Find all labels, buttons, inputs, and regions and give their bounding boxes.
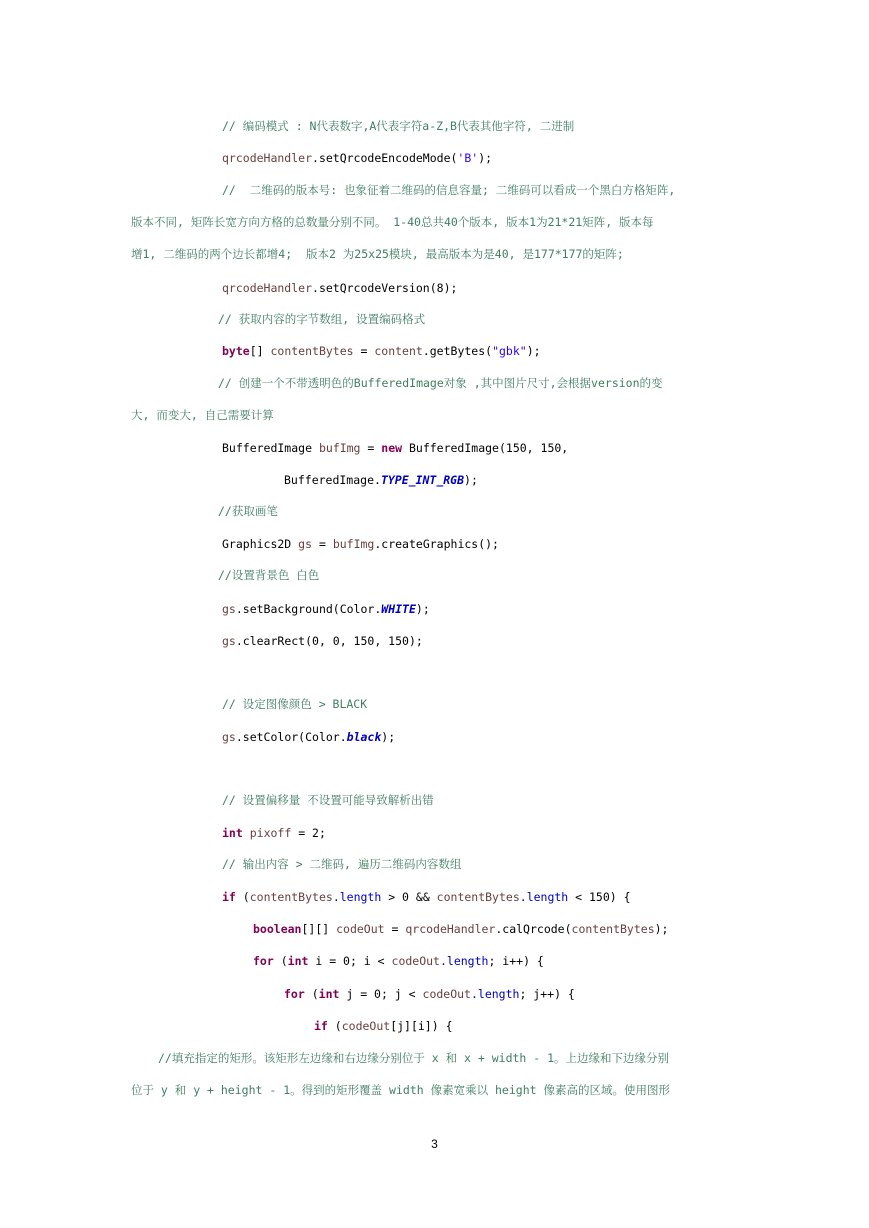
comment-version-3: 增1, 二维码的两个边长都增4; 版本2 为25x25模块, 最高版本为是40, 是177*177的矩阵; (131, 247, 624, 261)
code-token: bufImg (318, 441, 361, 455)
code-token: codeOut (422, 987, 471, 1001)
code-line-code-out (253, 921, 668, 937)
code-token: ( (304, 987, 319, 1001)
code-token: TYPE_INT_RGB (380, 473, 465, 487)
comment-get-bytes: // 获取内容的字节数组, 设置编码格式 (218, 312, 426, 326)
comment-set-color: // 设定图像颜色 > BLACK (222, 697, 368, 711)
comment-get-brush: //获取画笔 (218, 504, 278, 518)
comment-buffered-image-1: // 创建一个不带透明色的BufferedImage对象 ,其中图片尺寸,会根据version的变 (218, 376, 663, 390)
code-token: 'B' (457, 151, 479, 165)
code-token: codeOut (341, 1019, 391, 1033)
code-token: contentBytes (270, 344, 354, 358)
code-token: boolean (253, 922, 302, 936)
code-token: BufferedImage(150, 150, (402, 441, 569, 455)
code-token: codeOut (336, 922, 385, 936)
code-token: ); (654, 922, 669, 936)
code-token: < 150) { (568, 890, 631, 904)
code-token (243, 826, 250, 840)
code-line-content-bytes (222, 343, 541, 359)
code-token: contentBytes (436, 890, 520, 904)
comment-set-background: //设置背景色 白色 (218, 568, 320, 582)
code-token: = (384, 922, 406, 936)
code-token: pixoff (249, 826, 292, 840)
code-token: int (318, 987, 340, 1001)
code-line-set-color (222, 729, 395, 745)
code-token: contentBytes (249, 890, 333, 904)
comment-set-offset: // 设置偏移量 不设置可能导致解析出错 (222, 793, 434, 807)
code-token: = 2; (291, 826, 326, 840)
code-token: .createGraphics(); (374, 537, 499, 551)
code-token: gs (298, 537, 313, 551)
code-token: .length (332, 890, 382, 904)
code-token: [][] (301, 922, 337, 936)
code-token: .setQrcodeVersion(8); (312, 281, 458, 295)
code-token: codeOut (391, 954, 440, 968)
code-token: for (253, 954, 274, 968)
code-token: black (346, 730, 382, 744)
code-line-clear-rect (222, 633, 423, 649)
code-token: gs (222, 634, 236, 648)
code-token: .setBackground(Color. (235, 602, 382, 616)
comment-output-content: // 输出内容 > 二维码, 遍历二维码内容数组 (222, 857, 462, 871)
code-token: if (314, 1019, 328, 1033)
code-token: "gbk" (492, 344, 527, 358)
code-token: if (222, 890, 236, 904)
code-token: = (360, 441, 382, 455)
code-token: qrcodeHandler (405, 922, 496, 936)
code-line-pixoff (222, 825, 326, 841)
comment-encode-mode: // 编码模式 : N代表数字,A代表字符a-Z,B代表其他字符, 二进制 (222, 119, 575, 133)
code-token: .getBytes( (422, 344, 493, 358)
code-token: .clearRect(0, 0, 150, 150); (235, 634, 423, 648)
code-line-create-graphics (222, 536, 499, 552)
code-line-if-code-out (314, 1018, 453, 1034)
code-token: [] (249, 344, 271, 358)
code-line-new-buffered-image (222, 440, 568, 456)
comment-fill-rect-2: 位于 y 和 y + height - 1。得到的矩形覆盖 width 像素宽乘以 height 像素高的区域。使用图形 (131, 1083, 670, 1097)
code-token: byte (222, 344, 250, 358)
comment-fill-rect-1: //填充指定的矩形。该矩形左边缘和右边缘分别位于 x 和 x + width - 1。上边缘和下边缘分别 (158, 1051, 670, 1065)
code-token: contentBytes (571, 922, 655, 936)
code-token: .length (519, 890, 569, 904)
code-token: .length (439, 954, 489, 968)
code-token: ( (235, 890, 250, 904)
code-line-set-version (222, 280, 457, 296)
code-token: ; j++) { (519, 987, 575, 1001)
code-token: .setQrcodeEncodeMode( (312, 151, 458, 165)
code-token: ); (526, 344, 541, 358)
code-token: bufImg (332, 537, 375, 551)
code-line-for-i (253, 953, 544, 969)
code-token: = (312, 537, 333, 551)
code-token: for (284, 987, 305, 1001)
code-line-set-encode-mode (222, 150, 492, 166)
code-token: ); (464, 473, 478, 487)
code-token: gs (222, 602, 236, 616)
code-token: BufferedImage. (284, 473, 381, 487)
code-token: qrcodeHandler (222, 281, 313, 295)
code-token: ; i++) { (488, 954, 544, 968)
code-token: ); (415, 602, 430, 616)
code-token: [j][i]) { (390, 1019, 453, 1033)
code-line-if-length (222, 889, 631, 905)
code-token: Graphics2D (222, 537, 299, 551)
code-token: .setColor(Color. (235, 730, 347, 744)
code-token: content (374, 344, 423, 358)
page-number: 3 (431, 1137, 438, 1151)
code-token: int (222, 826, 243, 840)
code-token: > 0 && (381, 890, 437, 904)
code-token: new (381, 441, 403, 455)
code-token: ( (327, 1019, 342, 1033)
code-token: .length (470, 987, 520, 1001)
code-token: .calQrcode( (495, 922, 572, 936)
code-token: WHITE (381, 602, 416, 616)
code-token: ); (478, 151, 493, 165)
code-token: i = 0; i < (308, 954, 392, 968)
code-line-for-j (284, 986, 575, 1002)
comment-version-1: // 二维码的版本号: 也象征着二维码的信息容量; 二维码可以看成一个黑白方格矩阵, (222, 183, 676, 197)
code-token: j = 0; j < (339, 987, 423, 1001)
comment-version-2: 版本不同, 矩阵长宽方向方格的总数量分别不同。 1-40总共40个版本, 版本1为21*21矩阵, 版本每 (131, 215, 654, 229)
code-token: int (287, 954, 309, 968)
code-token: gs (222, 730, 236, 744)
code-line-set-background (222, 601, 430, 617)
code-token: = (353, 344, 375, 358)
code-token: qrcodeHandler (222, 151, 313, 165)
code-token: BufferedImage (222, 441, 319, 455)
code-token: ); (381, 730, 396, 744)
code-token: ( (273, 954, 288, 968)
comment-buffered-image-2: 大, 而变大, 自己需要计算 (131, 408, 274, 422)
code-line-type-int-rgb (284, 472, 478, 488)
